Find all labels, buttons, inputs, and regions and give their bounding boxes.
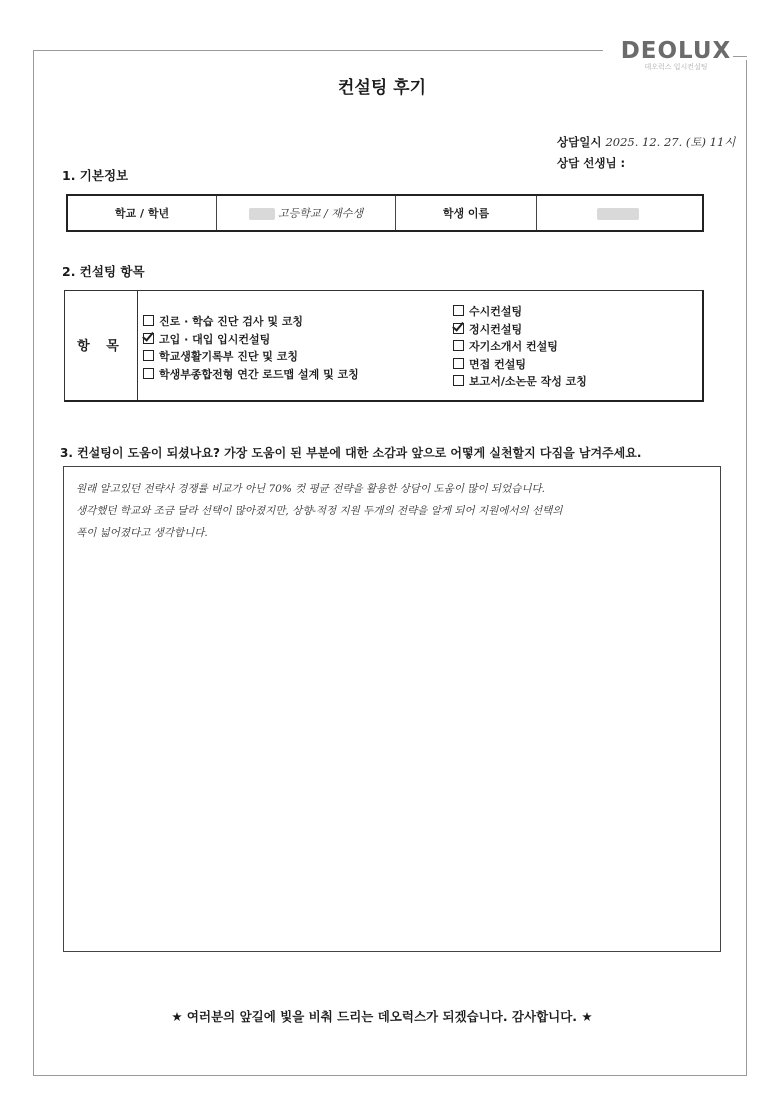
checkbox-checked [143, 333, 154, 344]
checkbox [143, 315, 154, 326]
page-frame-top-right [733, 56, 747, 57]
consult-counselor [557, 155, 625, 171]
school-grade-cell [217, 195, 396, 231]
logo-wordmark: DEOLUX [620, 38, 732, 64]
items-right-column [453, 303, 587, 391]
option-interview: 면접 컨설팅 [453, 356, 587, 374]
section-items-heading: 2. 컨설팅 항목 [62, 264, 145, 279]
school-grade-label: 학교 / 학년 [67, 195, 217, 231]
consult-date-label: 상담일시 [557, 135, 602, 149]
checkbox [453, 375, 464, 386]
option-school-record: 학교생활기록부 진단 및 코칭 [143, 348, 359, 366]
option-roadmap: 학생부종합전형 연간 로드맵 설계 및 코칭 [143, 366, 359, 384]
comment-line: 폭이 넓어졌다고 생각합니다. [76, 527, 208, 539]
comment-line: 생각했던 학교와 조금 달라 선택이 많아졌지만, 상향-적정 지원 두개의 전략을 알게 되어 지원에서의 선택의 [76, 505, 563, 517]
basic-info-table [66, 194, 704, 232]
checkbox [453, 358, 464, 369]
items-left-column [143, 313, 359, 383]
consult-date [557, 134, 735, 150]
section-basic-info-heading: 1. 기본정보 [62, 168, 129, 183]
school-grade-value: 고등학교 / 재수생 [277, 207, 364, 220]
page-frame-top [33, 50, 603, 51]
page-title: 컨설팅 후기 [337, 78, 427, 98]
redacted-block [597, 208, 639, 220]
items-row-label: 항 목 [77, 339, 125, 354]
redacted-block [249, 208, 275, 220]
comment-line: 원래 알고있던 전략사 경쟁률 비교가 아닌 70% 컷 평균 전략을 활용한 상담이 도움이 많이 되었습니다. [76, 483, 545, 495]
checkbox-checked [453, 323, 464, 334]
student-name-cell [537, 195, 704, 231]
page-frame-left [33, 50, 34, 1075]
checkbox [143, 368, 154, 379]
student-name-label: 학생 이름 [396, 195, 537, 231]
deolux-logo [617, 38, 735, 72]
page-frame-bottom [33, 1075, 747, 1076]
counselor-label: 상담 선생님 : [557, 156, 626, 170]
consult-date-value: 2025. 12. 27. (토) 11시 [605, 135, 736, 149]
feedback-comment-box [63, 466, 721, 952]
consulting-items-box [64, 290, 704, 402]
checkbox [143, 350, 154, 361]
option-report-coaching: 보고서/소논문 작성 코칭 [453, 373, 587, 391]
page-frame-right [746, 60, 747, 1076]
footer-message: ★ 여러분의 앞길에 빛을 비춰 드리는 데오럭스가 되겠습니다. 감사합니다. ★ [171, 1009, 593, 1024]
option-career-diagnosis: 진로 · 학습 진단 검사 및 코칭 [143, 313, 359, 331]
section-feedback-heading: 3. 컨설팅이 도움이 되셨나요? 가장 도움이 된 부분에 대한 소감과 앞으로 어떻게 실천할지 다짐을 남겨주세요. [60, 446, 642, 460]
logo-tagline: 데오럭스 입시컨설팅 [644, 63, 708, 71]
checkbox [453, 305, 464, 316]
option-admission-consulting: 고입 · 대입 입시컨설팅 [143, 331, 359, 349]
option-self-intro: 자기소개서 컨설팅 [453, 338, 587, 356]
option-early-admission: 수시컨설팅 [453, 303, 587, 321]
checkbox [453, 340, 464, 351]
items-divider [137, 291, 138, 400]
option-regular-admission: 정시컨설팅 [453, 321, 587, 339]
